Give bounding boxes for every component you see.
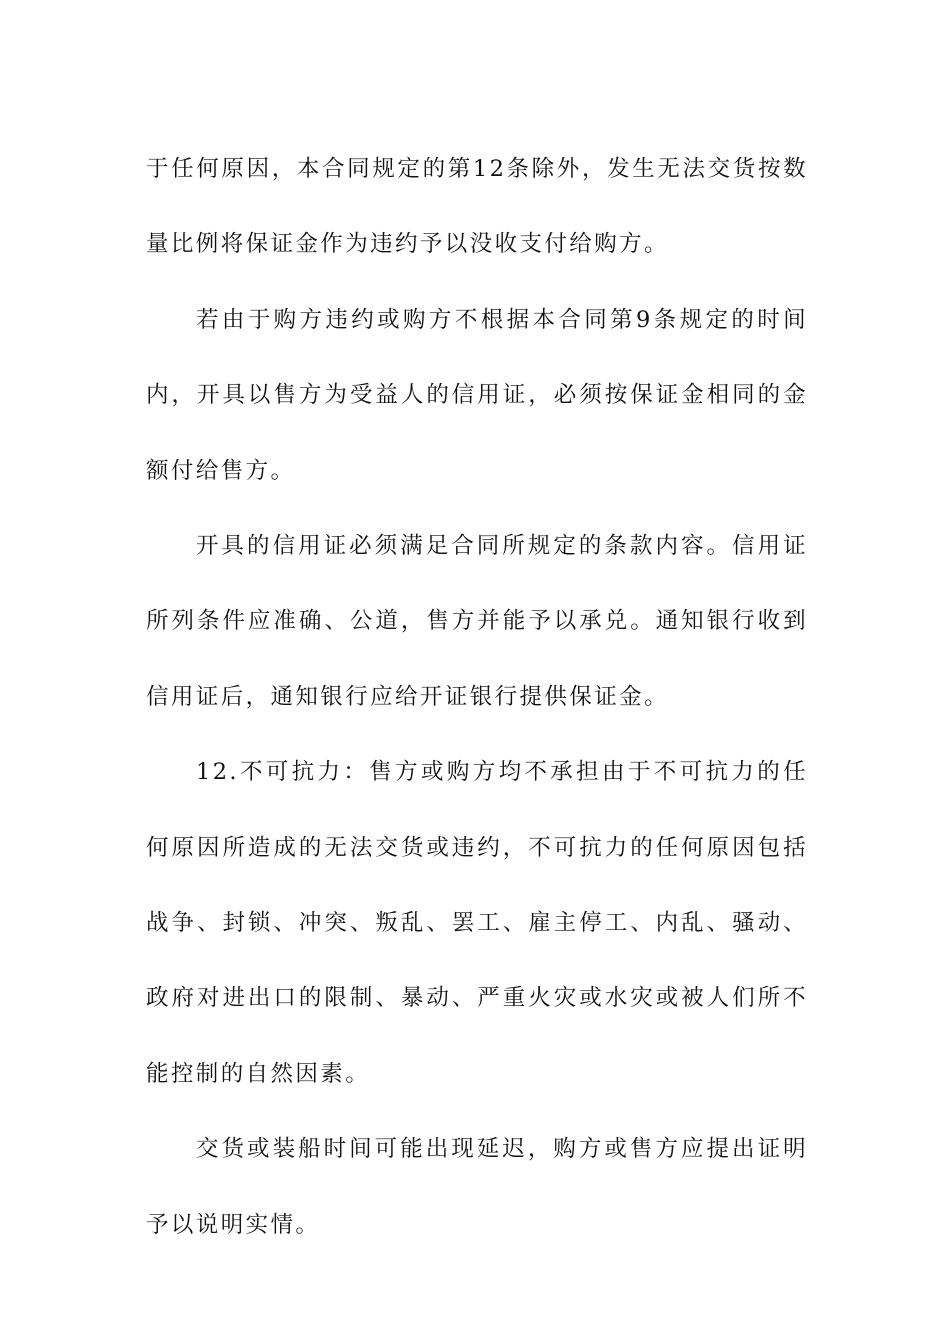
paragraph-1: 于任何原因，本合同规定的第12条除外，发生无法交货按数量比例将保证金作为违约予以没收支付给购方。 xyxy=(146,156,808,258)
paragraph-3: 开具的信用证必须满足合同所规定的条款内容。信用证所列条件应准确、公道，售方并能予以承兑。通知银行收到信用证后，通知银行应给开证银行提供保证金。 xyxy=(146,533,808,710)
document-body xyxy=(146,132,808,1263)
paragraph-5: 交货或装船时间可能出现延迟，购方或售方应提出证明予以说明实情。 xyxy=(146,1136,808,1238)
paragraph-4: 12.不可抗力：售方或购方均不承担由于不可抗力的任何原因所造成的无法交货或违约，不可抗力的任何原因包括战争、封锁、冲突、叛乱、罢工、雇主停工、内乱、骚动、政府对进出口的限制、暴动、严重火灾或水灾或被人们所不能控制的自然因素。 xyxy=(146,759,808,1087)
paragraph-2: 若由于购方违约或购方不根据本合同第9条规定的时间内，开具以售方为受益人的信用证，必须按保证金相同的金额付给售方。 xyxy=(146,306,808,484)
